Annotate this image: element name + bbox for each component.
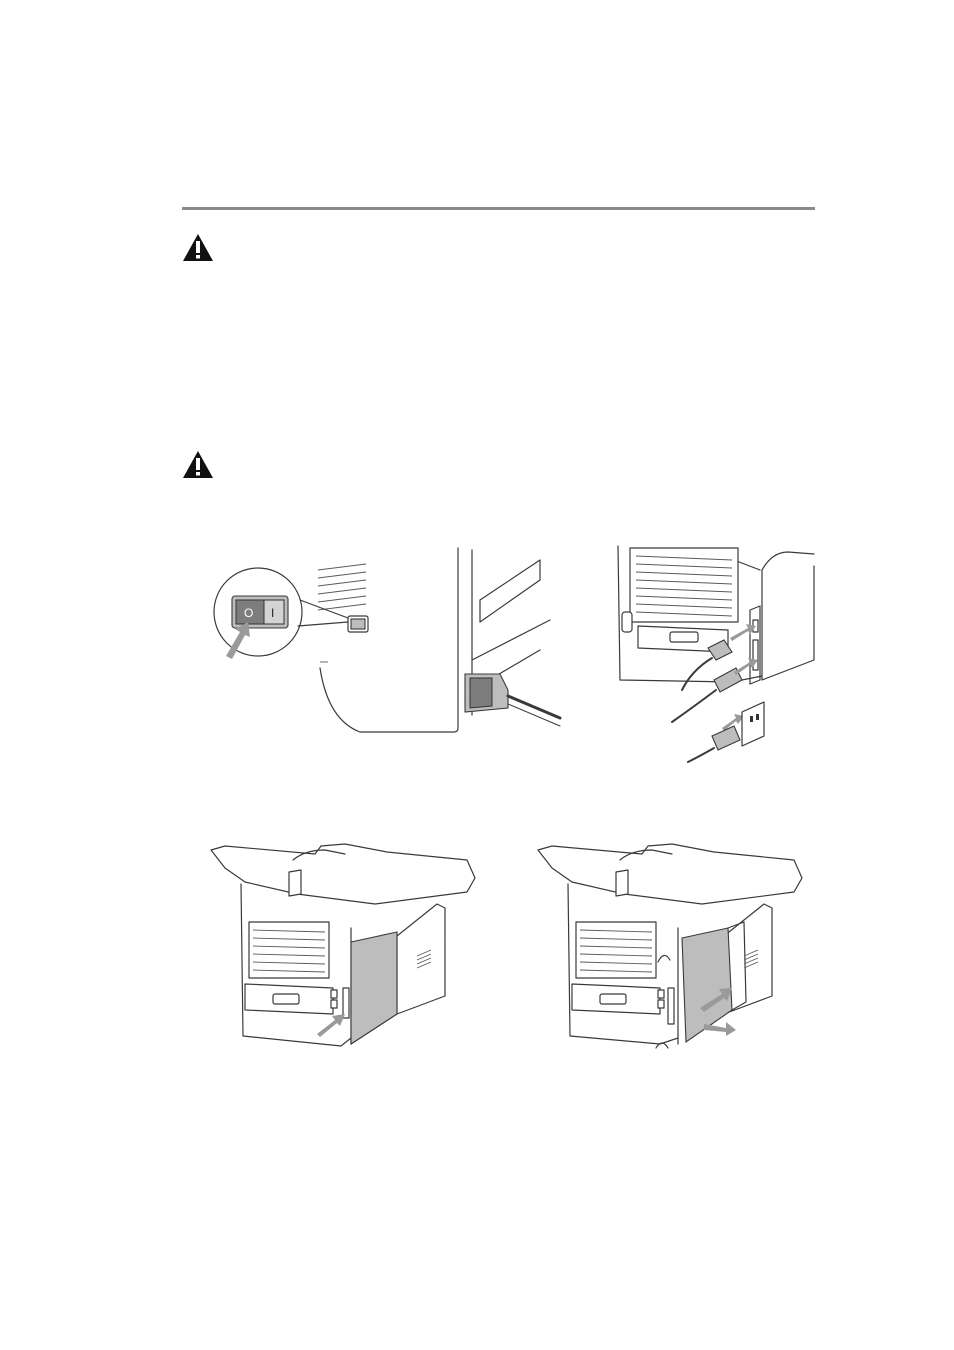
remove-side-cover-screws-illustration bbox=[205, 838, 485, 1058]
warning-icon bbox=[182, 233, 214, 263]
header-rule bbox=[182, 207, 815, 210]
slide-side-cover-off-illustration bbox=[532, 838, 812, 1058]
switch-on-label: I bbox=[271, 606, 275, 620]
disconnect-cables-illustration bbox=[612, 540, 822, 770]
switch-off-label: O bbox=[244, 606, 254, 620]
power-switch-off-illustration bbox=[210, 540, 570, 740]
warning-icon bbox=[182, 450, 214, 480]
